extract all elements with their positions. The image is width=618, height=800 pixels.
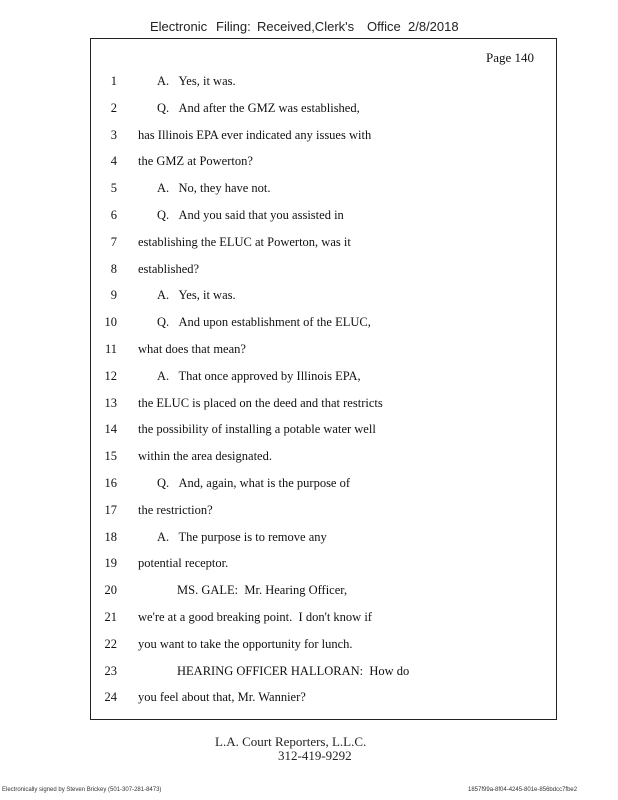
line-number: 22 bbox=[104, 636, 117, 651]
line-text: potential receptor. bbox=[138, 556, 229, 571]
transcript-line bbox=[0, 577, 618, 603]
transcript-line bbox=[0, 175, 618, 201]
transcript-line bbox=[0, 684, 618, 710]
line-text: the restriction? bbox=[138, 502, 213, 517]
line-number: 12 bbox=[104, 368, 117, 383]
line-number: 23 bbox=[104, 663, 117, 678]
line-number: 1 bbox=[110, 74, 117, 88]
transcript-line bbox=[0, 229, 618, 255]
transcript-line bbox=[0, 309, 618, 335]
transcript-line bbox=[0, 95, 618, 121]
transcript-line bbox=[0, 336, 618, 362]
line-number: 19 bbox=[104, 556, 117, 571]
line-text: Q. And after the GMZ was established, bbox=[157, 100, 360, 115]
line-number: 8 bbox=[110, 261, 117, 276]
line-text: A. No, they have not. bbox=[157, 181, 271, 196]
transcript-line bbox=[0, 122, 618, 148]
line-text: A. That once approved by Illinois EPA, bbox=[157, 368, 361, 383]
line-text: HEARING OFFICER HALLORAN: How do bbox=[177, 663, 410, 678]
transcript-line bbox=[0, 390, 618, 416]
filing-office: Office bbox=[367, 19, 401, 34]
line-text: establishing the ELUC at Powerton, was it bbox=[138, 234, 351, 249]
filing-received: Received,Clerk's bbox=[257, 19, 355, 34]
transcript-line bbox=[0, 202, 618, 228]
filing-electronic: Electronic bbox=[150, 19, 208, 34]
line-number: 5 bbox=[110, 181, 117, 196]
line-number: 24 bbox=[104, 690, 117, 705]
line-text: what does that mean? bbox=[138, 342, 246, 356]
reporter-phone: 312-419-9292 bbox=[278, 748, 352, 763]
line-number: 7 bbox=[110, 234, 117, 249]
transcript-line bbox=[0, 524, 618, 550]
line-text: we're at a good breaking point. I don't know if bbox=[138, 610, 372, 624]
line-text: you want to take the opportunity for lunch. bbox=[138, 636, 353, 651]
line-text: the ELUC is placed on the deed and that restricts bbox=[138, 395, 383, 410]
line-number: 11 bbox=[104, 342, 117, 356]
reporter-company: L.A. Court Reporters, L.L.C. bbox=[215, 734, 367, 749]
transcript-line bbox=[0, 604, 618, 630]
signature-id: 1857f99a-8f04-4245-801e-856bdcc7fbe2 bbox=[468, 787, 578, 793]
line-text: the GMZ at Powerton? bbox=[138, 154, 253, 169]
line-text: A. Yes, it was. bbox=[157, 74, 236, 88]
line-text: A. Yes, it was. bbox=[157, 288, 236, 303]
line-text: Q. And upon establishment of the ELUC, bbox=[157, 315, 371, 330]
transcript-line bbox=[0, 68, 618, 94]
transcript-line bbox=[0, 148, 618, 174]
line-text: established? bbox=[138, 261, 200, 276]
line-number: 16 bbox=[104, 476, 117, 490]
line-number: 10 bbox=[104, 315, 117, 330]
line-text: MS. GALE: Mr. Hearing Officer, bbox=[177, 583, 348, 598]
line-number: 20 bbox=[104, 583, 117, 598]
transcript-line bbox=[0, 363, 618, 389]
transcript-line bbox=[0, 416, 618, 442]
transcript-line bbox=[0, 631, 618, 657]
line-number: 15 bbox=[104, 449, 117, 464]
line-text: the possibility of installing a potable water well bbox=[138, 422, 376, 437]
line-number: 21 bbox=[104, 610, 117, 624]
line-number: 3 bbox=[110, 127, 117, 142]
filing-filing: Filing: bbox=[216, 19, 251, 34]
line-number: 4 bbox=[110, 154, 117, 169]
line-number: 13 bbox=[104, 395, 117, 410]
line-text: Q. And, again, what is the purpose of bbox=[157, 476, 351, 490]
line-text: Q. And you said that you assisted in bbox=[157, 208, 344, 222]
line-text: A. The purpose is to remove any bbox=[157, 529, 327, 544]
transcript-line bbox=[0, 658, 618, 684]
transcript-line bbox=[0, 443, 618, 469]
transcript-line bbox=[0, 256, 618, 282]
transcript-line bbox=[0, 470, 618, 496]
line-number: 9 bbox=[110, 288, 117, 303]
line-number: 14 bbox=[104, 422, 117, 437]
line-number: 18 bbox=[104, 529, 117, 544]
transcript-line bbox=[0, 550, 618, 576]
line-text: within the area designated. bbox=[138, 449, 272, 464]
line-text: you feel about that, Mr. Wannier? bbox=[138, 690, 306, 705]
transcript-line bbox=[0, 497, 618, 523]
page-number: Page 140 bbox=[486, 50, 535, 65]
line-number: 6 bbox=[110, 208, 117, 222]
transcript-line bbox=[0, 282, 618, 308]
line-number: 17 bbox=[104, 502, 117, 517]
line-text: has Illinois EPA ever indicated any issues with bbox=[138, 127, 372, 142]
filing-date: 2/8/2018 bbox=[408, 19, 459, 34]
signature-left: Electronically signed by Steven Brickey (501-307-281-8473) bbox=[2, 787, 162, 793]
line-number: 2 bbox=[110, 100, 117, 115]
